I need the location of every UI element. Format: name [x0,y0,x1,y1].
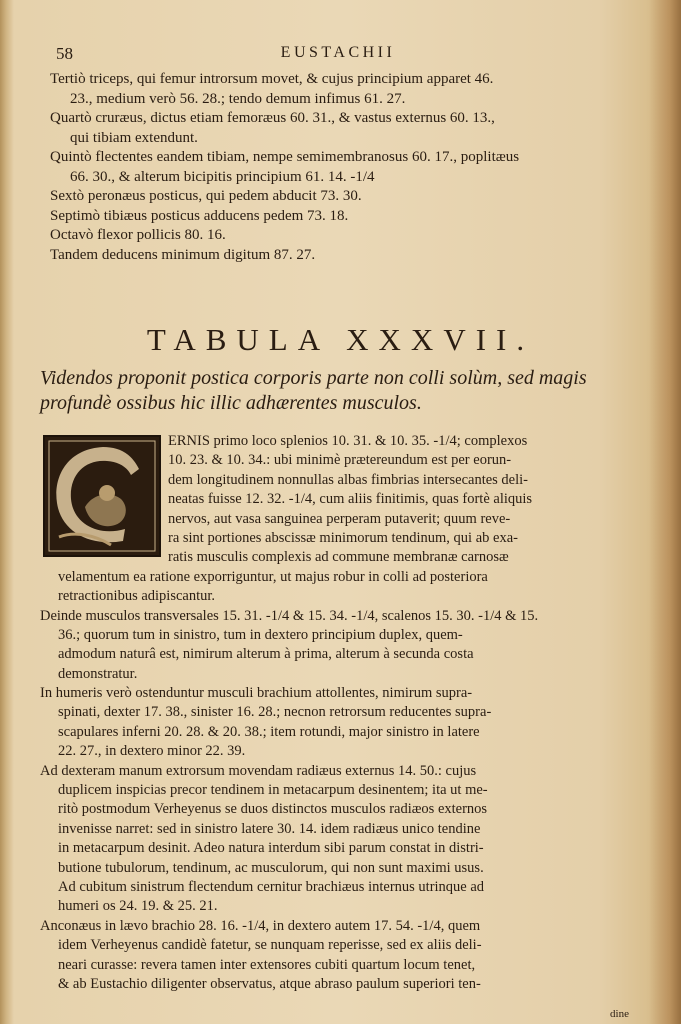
text-line: & ab Eustachio diligenter observatus, atque abraso paulum superiori ten- [58,975,481,992]
text-line: ratis musculis complexis ad commune membranæ carnosæ [168,549,509,566]
text-line: 10. 23. & 10. 34.: ubi minimè prætereundum est per eorun- [168,452,512,469]
text-line: duplicem inspicias precor tendinem in metacarpum desinentem; ita ut me- [58,782,488,799]
list-line: 66. 30., & alterum bicipitis principium 61. 14. -1/4 [70,168,375,185]
page-edge-shadow [649,0,681,1024]
list-line: Octavò flexor pollicis 80. 16. [50,227,226,243]
catchword: dine [610,1008,629,1020]
text-line: In humeris verò ostenduntur musculi brachium attollentes, nimirum supra- [40,685,473,702]
text-line: Ad dexteram manum extrorsum movendam radiæus externus 14. 50.: cujus [40,762,477,779]
list-line: Sextò peronæus posticus, qui pedem abducit 73. 30. [50,188,362,204]
text-line: humeri os 24. 19. & 25. 21. [58,898,218,915]
text-line: demonstratur. [58,665,138,682]
text-line: neatas fuisse 12. 32. -1/4, cum aliis finitimis, quas fortè aliquis [168,491,533,508]
text-line: 22. 27., in dextero minor 22. 39. [58,743,246,760]
text-line: scapulares inferni 20. 28. & 20. 38.; item rotundi, major sinistro in latere [58,723,480,740]
list-line: Quartò cruræus, dictus etiam femoræus 60. 31., & vastus externus 60. 13., [50,110,495,126]
text-line: ERNIS primo loco splenios 10. 31. & 10. 35. -1/4; complexos [168,433,528,449]
list-line: Quintò flectentes eandem tibiam, nempe semimembranosus 60. 17., poplitæus [50,149,520,165]
text-line: velamentum ea ratione exporriguntur, ut majus robur in colli ad posteriora [58,568,488,585]
text-line: butione tubulorum, tendinum, ac musculorum, qui non sunt maximi usus. [58,859,484,876]
list-line: Tandem deducens minimum digitum 87. 27. [50,246,316,263]
text-line: ritò postmodum Verheyenus se duos distinctos musculos radiæos externos [58,801,488,818]
text-line: retractionibus adipiscantur. [58,588,216,605]
text-line: Anconæus in lævo brachio 28. 16. -1/4, in dextero autem 17. 54. -1/4, quem [40,917,481,934]
plate-subtitle [40,366,650,416]
list-line: 23., medium verò 56. 28.; tendo demum infimus 61. 27. [70,90,406,107]
page-number: 58 [56,44,73,63]
text-line: admodum naturâ est, nimirum alterum à prima, alterum à secunda costa [58,646,474,663]
text-line: Ad cubitum sinistrum flectendum cernitur brachiæus internus utrinque ad [58,878,485,895]
muscle-list [50,70,640,265]
text-line: idem Verheyenus candidè fatetur, se nunquam reperisse, sed ex aliis deli- [58,937,482,954]
list-line: Tertiò triceps, qui femur introrsum movet, & cujus principium apparet 46. [50,71,494,87]
list-line: qui tibiam extendunt. [70,129,198,146]
running-title: EUSTACHII [280,44,396,61]
subtitle-line: Videndos proponit postica corporis parte non colli solùm, sed magis [40,367,587,389]
page-header [48,44,628,68]
subtitle-line: profundè ossibus hic illic adhærentes musculos. [40,392,422,414]
text-line: in metacarpum desinit. Adeo natura interdum sibi parum constat in distri- [58,840,484,857]
text-line: nervos, aut vasa sanguinea perperam putaverit; quum reve- [168,510,511,527]
text-line: ra sint portiones abscissæ minimorum tendinum, qui ab exa- [168,529,518,546]
text-line: 36.; quorum tum in sinistro, tum in dextero principium duplex, quem- [58,626,463,643]
text-line: dem longitudinem nonnullas albas fimbrias intersecantes deli- [168,471,528,488]
text-line: spinati, dexter 17. 38., sinister 16. 28.; necnon retrorsum reducentes supra- [58,704,492,721]
text-line: neari curasse: revera tamen inter extensores cubiti quartum locum tenet, [58,956,476,973]
text-line: invenisse narret: sed in sinistro latere 30. 14. idem radiæus unico tendine [58,820,481,837]
body-text [40,432,640,994]
plate-title: TABULA XXXVII. [146,322,535,357]
list-line: Septimò tibiæus posticus adducens pedem 73. 18. [50,207,349,224]
text-line: Deinde musculos transversales 15. 31. -1/4 & 15. 34. -1/4, scalenos 15. 30. -1/4 & 15. [40,607,539,624]
